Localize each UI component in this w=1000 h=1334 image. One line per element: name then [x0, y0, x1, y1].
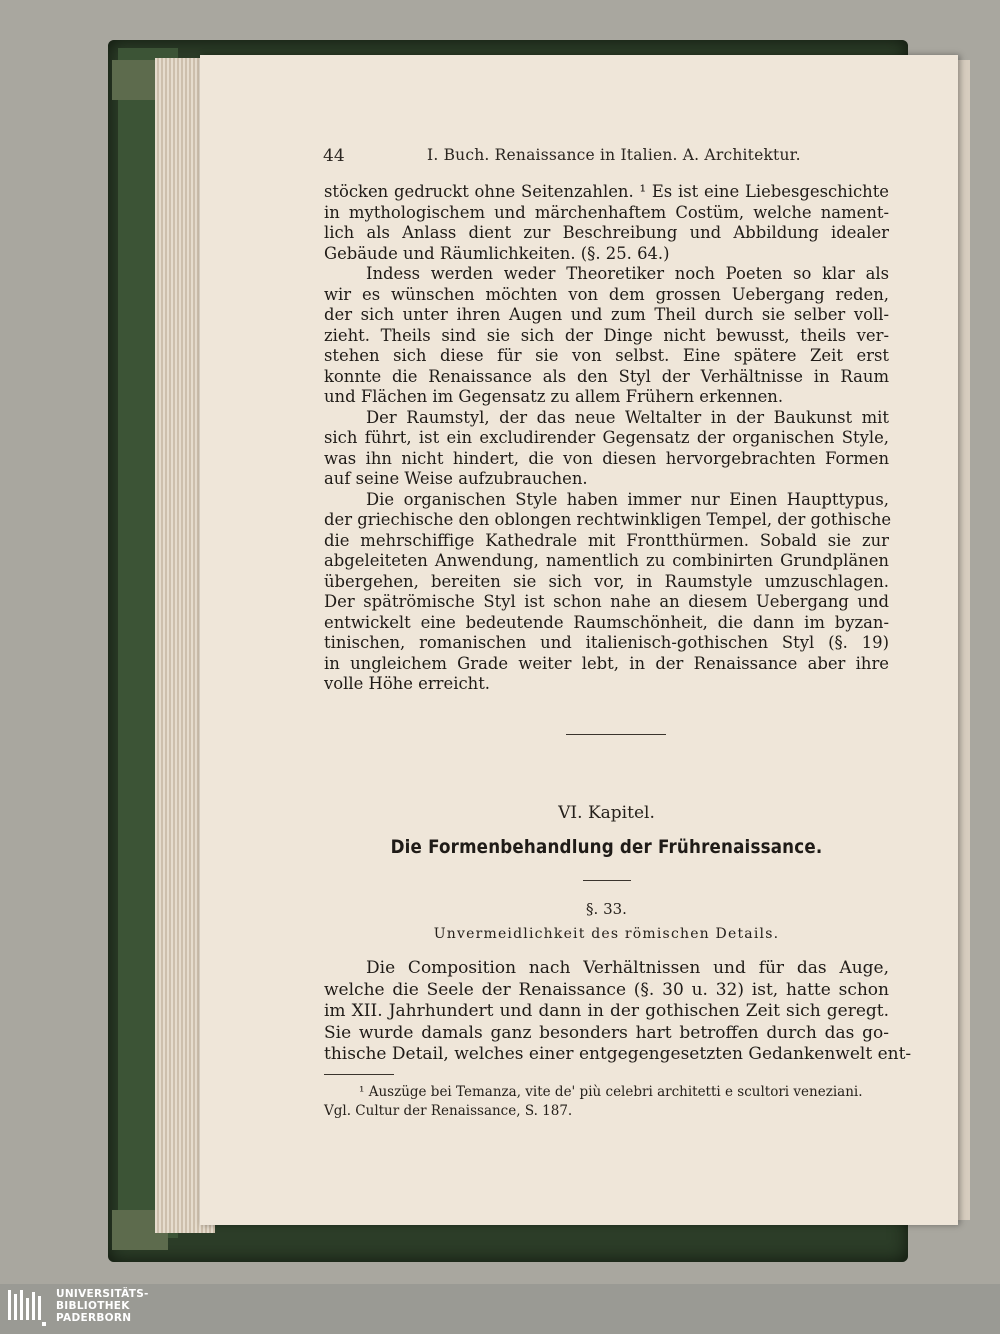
- paragraph: [324, 264, 889, 408]
- text-line: sich führt, ist ein excludirender Gegensatz der organischen Style,: [324, 428, 889, 447]
- library-name: [56, 1288, 149, 1324]
- footnote-line: Vgl. Cultur der Renaissance, S. 187.: [324, 1103, 573, 1119]
- text-line: Gebäude und Räumlichkeiten. (§. 25. 64.): [324, 243, 670, 263]
- text-line: die mehrschiffige Kathedrale mit Frontthürmen. Sobald sie zur: [324, 530, 889, 550]
- page-number: 44: [323, 146, 345, 166]
- text-line: tinischen, romanischen und italienisch-gothischen Styl (§. 19): [324, 633, 889, 652]
- text-line: der griechische den oblongen rechtwinkligen Tempel, der gothische: [324, 510, 892, 529]
- paragraph: [324, 182, 889, 264]
- footnote-rule: [324, 1074, 394, 1075]
- footnote: [324, 1083, 889, 1121]
- text-line: auf seine Weise aufzubrauchen.: [324, 469, 588, 488]
- library-footer: [0, 1284, 1000, 1334]
- text-line: Der spätrömische Styl ist schon nahe an diesem Uebergang und: [324, 592, 889, 611]
- text-line: volle Höhe erreicht.: [324, 674, 490, 693]
- library-name-line: BIBLIOTHEK: [56, 1300, 130, 1312]
- text-line: Der Raumstyl, der das neue Weltalter in der Baukunst mit: [366, 407, 889, 427]
- body-text-top: [324, 182, 892, 695]
- library-logo-icon: [6, 1288, 48, 1328]
- chapter-number: VI. Kapitel.: [558, 803, 655, 823]
- text-line: abgeleiteten Anwendung, namentlich zu combinirten Grundplänen: [324, 551, 889, 570]
- section-title: Unvermeidlichkeit des römischen Details.: [433, 926, 780, 942]
- paragraph: [324, 489, 892, 695]
- text-line: übergehen, bereiten sie sich vor, in Raumstyle umzuschlagen.: [324, 571, 889, 591]
- body-text-section: [324, 958, 912, 1066]
- text-line: lich als Anlass dient zur Beschreibung und Abbildung idealer: [324, 223, 889, 242]
- text-line: zieht. Theils sind sie sich der Dinge nicht bewusst, theils ver-: [324, 325, 889, 345]
- text-line: Sie wurde damals ganz besonders hart betroffen durch das go-: [324, 1022, 889, 1043]
- text-line: welche die Seele der Renaissance (§. 30 u. 32) ist, hatte schon: [324, 979, 889, 1000]
- text-line: was ihn nicht hindert, die von diesen hervorgebrachten Formen: [324, 448, 889, 468]
- text-line: in mythologischem und märchenhaftem Costüm, welche nament-: [324, 202, 889, 222]
- text-line: Die organischen Style haben immer nur Einen Haupttypus,: [366, 489, 889, 509]
- library-name-line: PADERBORN: [56, 1312, 132, 1324]
- footnote-line: ¹ Auszüge bei Temanza, vite de' più celebri architetti e scultori veneziani.: [359, 1084, 863, 1100]
- text-line: wir es wünschen möchten von dem grossen Uebergang reden,: [324, 284, 889, 304]
- text-line: Indess werden weder Theoretiker noch Poeten so klar als: [366, 264, 889, 283]
- text-line: und Flächen im Gegensatz zu allem Frühern erkennen.: [324, 387, 784, 406]
- paragraph: [324, 408, 889, 490]
- running-title: I. Buch. Renaissance in Italien. A. Architektur.: [427, 146, 801, 164]
- text-line: der sich unter ihren Augen und zum Theil durch sie selber voll-: [324, 305, 889, 324]
- section-number: §. 33.: [586, 900, 627, 918]
- library-name-line: UNIVERSITÄTS-: [56, 1288, 149, 1300]
- text-line: in ungleichem Grade weiter lebt, in der Renaissance aber ihre: [324, 653, 889, 673]
- text-line: thische Detail, welches einer entgegengesetzten Gedankenwelt ent-: [324, 1044, 912, 1064]
- section-divider: [566, 734, 666, 735]
- text-line: stöcken gedruckt ohne Seitenzahlen. ¹ Es ist eine Liebesgeschichte: [324, 182, 889, 201]
- chapter-title: Die Formenbehandlung der Frührenaissance.: [390, 836, 823, 858]
- text-line: entwickelt eine bedeutende Raumschönheit, die dann im byzan-: [324, 612, 889, 632]
- text-line: konnte die Renaissance als den Styl der Verhältnisse in Raum: [324, 366, 889, 386]
- text-line: Die Composition nach Verhältnissen und für das Auge,: [366, 958, 889, 978]
- title-divider: [583, 880, 631, 881]
- text-line: stehen sich diese für sie von selbst. Eine spätere Zeit erst: [324, 346, 889, 365]
- text-line: im XII. Jahrhundert und dann in der gothischen Zeit sich geregt.: [324, 1001, 889, 1021]
